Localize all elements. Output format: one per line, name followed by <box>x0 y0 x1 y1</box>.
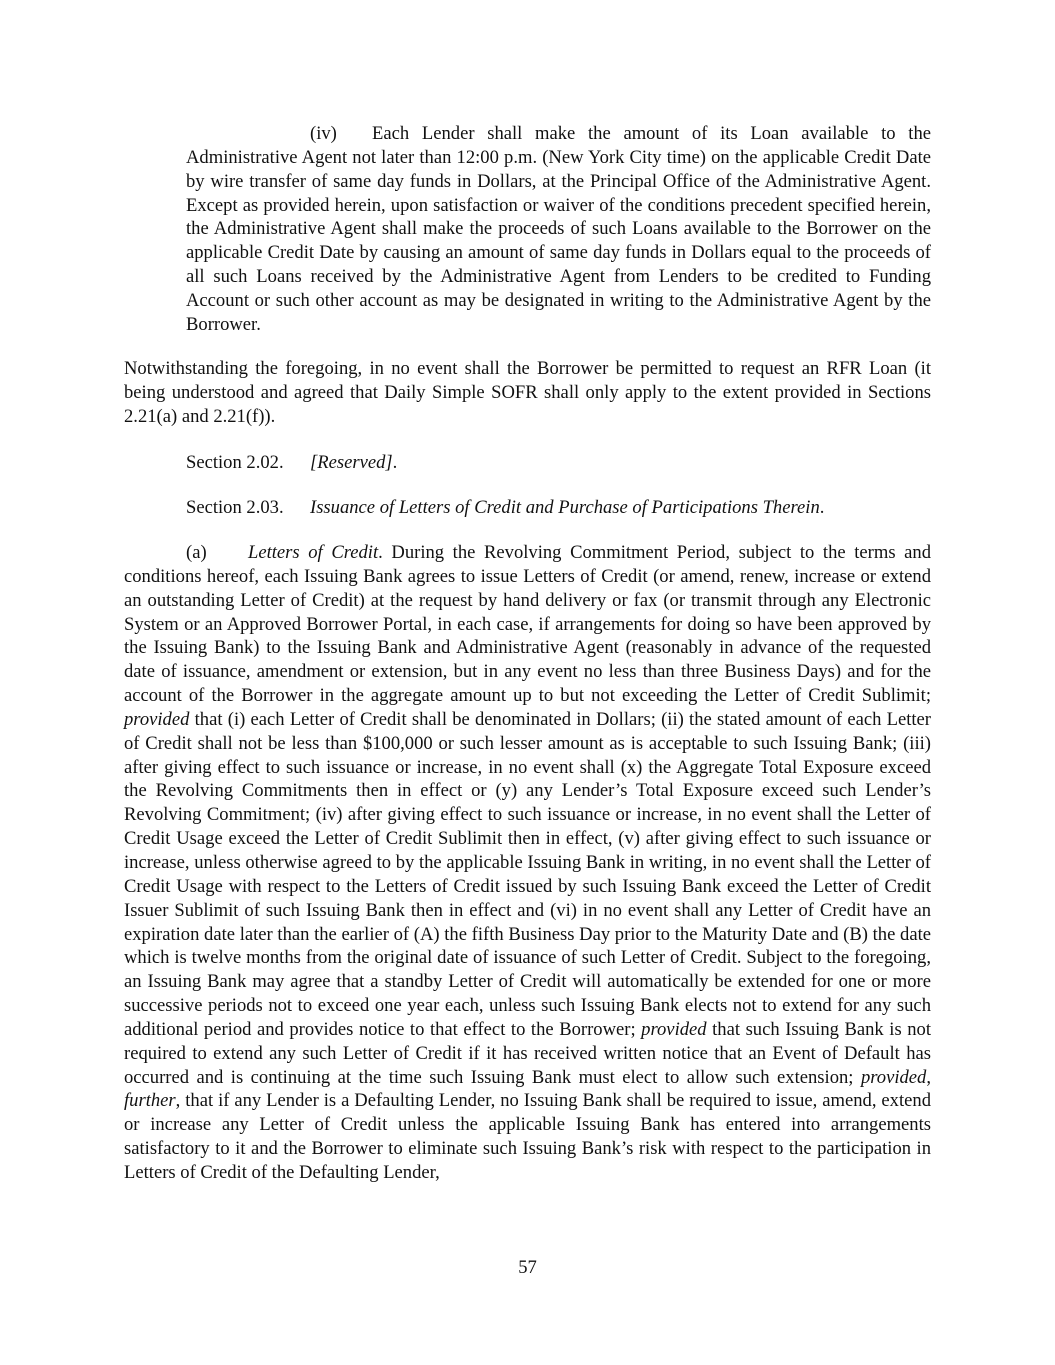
section-title: Issuance of Letters of Credit and Purchase of Participations Therein <box>310 497 820 518</box>
section-number: Section 2.02. <box>186 452 284 473</box>
text: . During the Revolving Commitment Period, subject to the terms and conditions hereof, each Issuing Bank agrees to issue Letters of Credit (or amend, renew, increase or extend an outstanding Letter of Credit) at the request by hand delivery or fax (or transmit through any Electronic System or an Approved Borrower Portal, in each case, if arrangements for doing so have been approved by the Issuing Bank) to the Issuing Bank and Administrative Agent (reasonably in advance of the requested date of issuance, amendment or extension, but in any event no less than three Business Days) and for the account of the Borrower in the aggregate amount up to but not exceeding the Letter of Credit Sublimit; <box>124 542 931 707</box>
italic-text: provided <box>641 1018 707 1040</box>
italic-text: further <box>124 1090 176 1112</box>
paragraph-a-label: (a) <box>186 542 207 563</box>
text: that (i) each Letter of Credit shall be denominated in Dollars; (ii) the stated amount of each Letter of Credit shall not be less than $100,000 or such lesser amount as is acceptable to such Issuing Bank; (iii) after giving effect to such issuance or increase, in no event shall (x) the Aggregate Total Exposure exceed the Revolving Commitments then in effect or (y) any Lender’s Total Exposure exceed such Lender’s Revolving Commitment; (iv) after giving effect to such issuance or increase, in no event shall the Letter of Credit Usage exceed the Letter of Credit Sublimit then in effect, (v) after giving effect to such issuance or increase, unless otherwise agreed to by the applicable Issuing Bank in writing, in no event shall the Letter of Credit Usage with respect to the Letters of Credit issued by such Issuing Bank exceed the Letter of Credit Issuer Sublimit of such Issuing Bank then in effect and (vi) in no event shall any Letter of Credit have an expiration date later than the earlier of (A) the fifth Business Day prior to the Maturity Date and (B) the date which is twelve months from the original date of issuance of such Letter of Credit. Subject to the foregoing, an Issuing Bank may agree that a standby Letter of Credit will automatically be extended for one or more successive periods not to exceed one year each, unless such Issuing Bank elects not to extend for any such additional period and provides notice to that effect to the Borrower; <box>124 708 931 1040</box>
page-number: 57 <box>518 1257 537 1278</box>
italic-text: provided <box>860 1066 927 1088</box>
paragraph-a-heading: Letters of Credit <box>248 542 379 563</box>
clause-iv <box>186 122 931 337</box>
section-2-03-heading <box>124 496 931 520</box>
section-title: [Reserved] <box>310 452 393 473</box>
punct: . <box>819 497 825 518</box>
section-number: Section 2.03. <box>186 497 284 518</box>
text: , <box>926 1066 931 1088</box>
paragraph-a <box>124 541 931 1185</box>
text: , that if any Lender is a Defaulting Lender, no Issuing Bank shall be required to issue, amend, extend or increase any Letter of Credit unless the applicable Issuing Bank has entered into arrangements satisfactory to it and the Borrower to eliminate such Issuing Bank’s risk with respect to the participation in Letters of Credit of the Defaulting Lender, <box>124 1090 931 1183</box>
italic-text: provided <box>124 708 190 730</box>
punct: . <box>392 452 398 473</box>
clause-iv-text: Each Lender shall make the amount of its Loan available to the Administrative Agent not later than 12:00 p.m. (New York City time) on the applicable Credit Date by wire transfer of same day funds in Dollars, at the Principal Office of the Administrative Agent. Except as provided herein, upon satisfaction or waiver of the conditions precedent specified herein, the Administrative Agent shall make the proceeds of such Loans available to the Borrower on the applicable Credit Date by causing an amount of same day funds in Dollars equal to the proceeds of all such Loans received by the Administrative Agent from Lenders to be credited to Funding Account or such other account as may be designated in writing to the Administrative Agent by the Borrower. <box>186 123 931 335</box>
text: that such Issuing Bank is not required to extend any such Letter of Credit if it has received written notice that an Event of Default has occurred and is continuing at the time such Issuing Bank must elect to allow such extension; <box>124 1018 931 1088</box>
section-2-02-heading <box>124 451 931 475</box>
clause-iv-label: (iv) <box>310 123 337 144</box>
notwithstanding-paragraph: Notwithstanding the foregoing, in no event shall the Borrower be permitted to request an RFR Loan (it being understood and agreed that Daily Simple SOFR shall only apply to the extent provided in Sections 2.21(a) and 2.21(f)). <box>124 358 931 427</box>
